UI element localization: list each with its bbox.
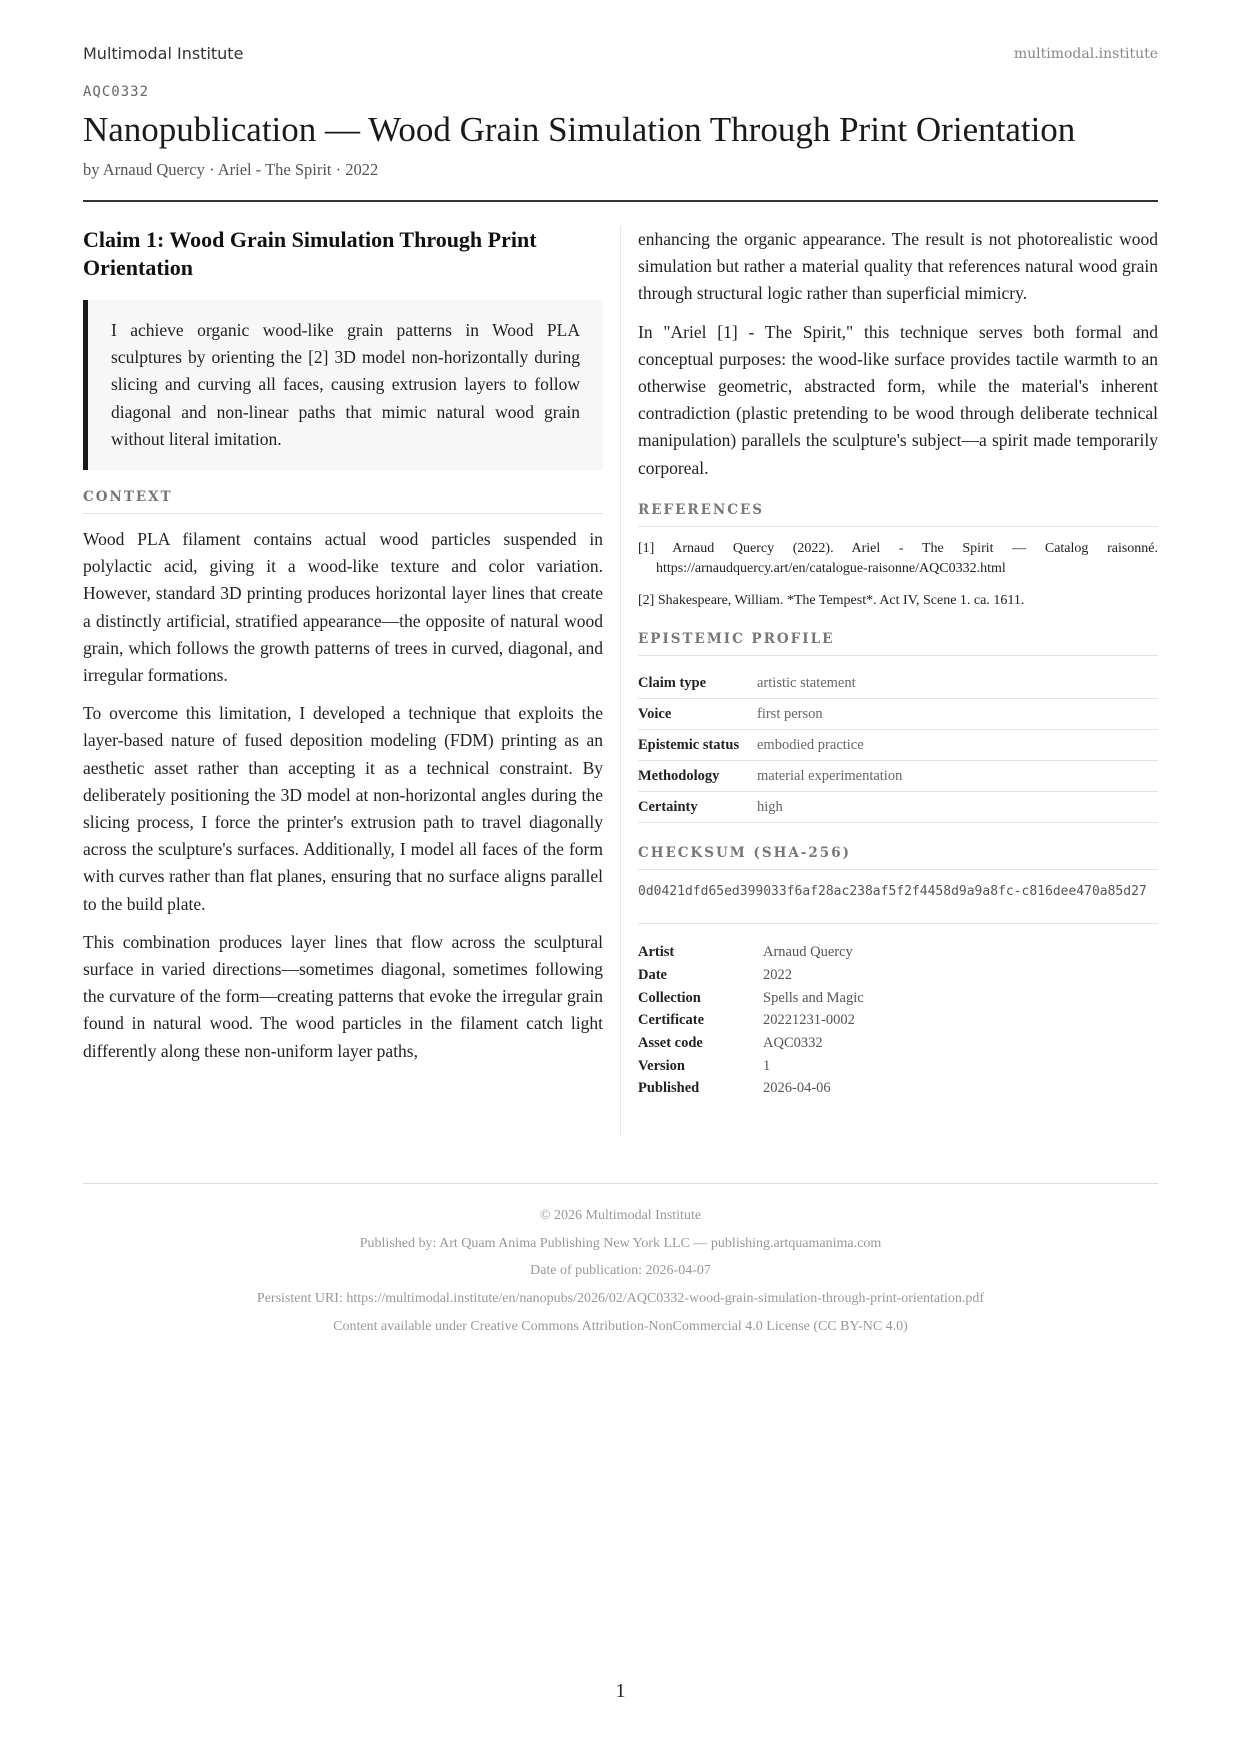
context-heading: CONTEXT xyxy=(83,489,603,514)
metadata-value: 1 xyxy=(763,1057,771,1074)
byline: by Arnaud Quercy · Ariel - The Spirit · 2022 xyxy=(83,160,379,179)
checksum-value: 0d0421dfd65ed399033f6af28ac238af5f2f4458d9a9a8fc-c816dee470a85d27 xyxy=(638,882,1158,924)
footer-persistent-uri[interactable]: Persistent URI: https://multimodal.institute/en/nanopubs/2026/02/AQC0332-wood-grain-simulation-through-print-orientation.pdf xyxy=(256,1291,985,1307)
metadata-value: 20221231-0002 xyxy=(763,1012,855,1029)
checksum-heading: CHECKSUM (SHA-256) xyxy=(638,845,1158,870)
institute-name: Multimodal Institute xyxy=(83,44,244,63)
institute-site[interactable]: multimodal.institute xyxy=(1013,46,1158,62)
metadata-key: Certificate xyxy=(638,1012,705,1029)
metadata-row xyxy=(638,941,1158,964)
title-divider xyxy=(83,200,1158,202)
metadata-value: Spells and Magic xyxy=(763,989,864,1006)
profile-row xyxy=(638,761,1158,792)
profile-row xyxy=(638,699,1158,730)
footer-divider xyxy=(83,1183,1158,1184)
profile-value: high xyxy=(757,792,1158,823)
metadata-table xyxy=(638,941,1158,1100)
page-title: Nanopublication — Wood Grain Simulation Through Print Orientation xyxy=(83,110,1076,149)
metadata-row xyxy=(638,1009,1158,1032)
metadata-key: Asset code xyxy=(638,1034,703,1051)
metadata-value: 2022 xyxy=(763,966,792,983)
metadata-key: Collection xyxy=(638,989,701,1006)
profile-key: Voice xyxy=(638,699,757,730)
header-bar xyxy=(83,44,1158,68)
references-list xyxy=(638,539,1158,611)
claim-statement-box xyxy=(83,300,603,470)
left-column xyxy=(83,226,603,1076)
profile-value: first person xyxy=(757,699,1158,730)
profile-key: Epistemic status xyxy=(638,730,757,761)
footer-license: Content available under Creative Commons Attribution-NonCommercial 4.0 License (CC BY-NC 4.0) xyxy=(333,1318,908,1334)
context-paragraph: To overcome this limitation, I developed a technique that exploits the layer-based nature of fused deposition modeling (FDM) printing as an aesthetic asset rather than accepting it as a technical constraint. By deliberately positioning the 3D model at non-horizontal angles during the slicing process, I force the printer's extrusion path to travel diagonally across the sculpture's surfaces. Additionally, I model all faces of the form with curves rather than flat planes, ensuring that no surface aligns parallel to the build plate. xyxy=(83,703,603,914)
epistemic-profile-heading: EPISTEMIC PROFILE xyxy=(638,631,1158,656)
profile-key: Certainty xyxy=(638,792,757,823)
claim-title: Claim 1: Wood Grain Simulation Through Print Orientation xyxy=(83,227,537,280)
reference-item[interactable]: [1] Arnaud Quercy (2022). Ariel - The Spirit — Catalog raisonné. https://arnaudquercy.art/en/catalogue-raisonne/AQC0332.html xyxy=(638,540,1158,576)
metadata-value: 2026-04-06 xyxy=(763,1080,831,1097)
profile-row xyxy=(638,668,1158,699)
reference-item: [2] Shakespeare, William. *The Tempest*. Act IV, Scene 1. ca. 1611. xyxy=(638,592,1025,608)
metadata-key: Artist xyxy=(638,944,675,961)
profile-value: embodied practice xyxy=(757,730,1158,761)
metadata-value: Arnaud Quercy xyxy=(763,944,853,961)
metadata-row xyxy=(638,1032,1158,1055)
footer-copyright: © 2026 Multimodal Institute xyxy=(539,1208,702,1223)
asset-code: AQC0332 xyxy=(83,84,150,100)
metadata-key: Published xyxy=(638,1080,700,1097)
page-number: 1 xyxy=(615,1680,626,1702)
profile-key: Claim type xyxy=(638,668,757,699)
epistemic-profile-table xyxy=(638,668,1158,824)
profile-row xyxy=(638,730,1158,761)
footer-publication-date: Date of publication: 2026-04-07 xyxy=(530,1263,711,1279)
metadata-row xyxy=(638,1077,1158,1100)
metadata-row xyxy=(638,1055,1158,1078)
footer xyxy=(83,1202,1158,1341)
metadata-value: AQC0332 xyxy=(763,1034,823,1051)
context-paragraph: Wood PLA filament contains actual wood particles suspended in polylactic acid, giving it a wood-like texture and color variation. However, standard 3D printing produces horizontal layer lines that create a distinctly artificial, stratified appearance—the opposite of natural wood grain, which follows the growth patterns of trees in curved, diagonal, and irregular formations. xyxy=(83,529,603,686)
metadata-key: Version xyxy=(638,1057,685,1074)
claim-statement: I achieve organic wood-like grain patterns in Wood PLA sculptures by orienting the [2] 3D model non-horizontally during slicing and curving all faces, causing extrusion layers to follow diagonal and non-linear paths that mimic natural wood grain without literal imitation. xyxy=(111,320,580,449)
profile-value: material experimentation xyxy=(757,761,1158,792)
profile-row xyxy=(638,792,1158,823)
references-heading: REFERENCES xyxy=(638,502,1158,527)
footer-publisher: Published by: Art Quam Anima Publishing New York LLC — publishing.artquamanima.com xyxy=(359,1235,882,1251)
profile-value: artistic statement xyxy=(757,668,1158,699)
column-divider xyxy=(620,226,621,1136)
metadata-row xyxy=(638,964,1158,987)
right-column xyxy=(638,226,1158,1100)
context-paragraph: enhancing the organic appearance. The result is not photorealistic wood simulation but rather a material quality that references natural wood grain through structural logic rather than superficial mimicry. xyxy=(638,229,1158,304)
context-paragraph: This combination produces layer lines that flow across the sculptural surface in varied directions—sometimes diagonal, sometimes following the curvature of the form—creating patterns that evoke the irregular grain found in natural wood. The wood particles in the filament catch light differently along these non-uniform layer paths, xyxy=(83,931,603,1061)
profile-key: Methodology xyxy=(638,761,757,792)
metadata-row xyxy=(638,987,1158,1010)
context-paragraph: In "Ariel [1] - The Spirit," this technique serves both formal and conceptual purposes: the wood-like surface provides tactile warmth to an otherwise geometric, abstracted form, while the material's inherent contradiction (plastic pretending to be wood through deliberate technical manipulation) parallels the sculpture's subject—a spirit made temporarily corporeal. xyxy=(638,321,1158,478)
metadata-key: Date xyxy=(638,966,667,983)
